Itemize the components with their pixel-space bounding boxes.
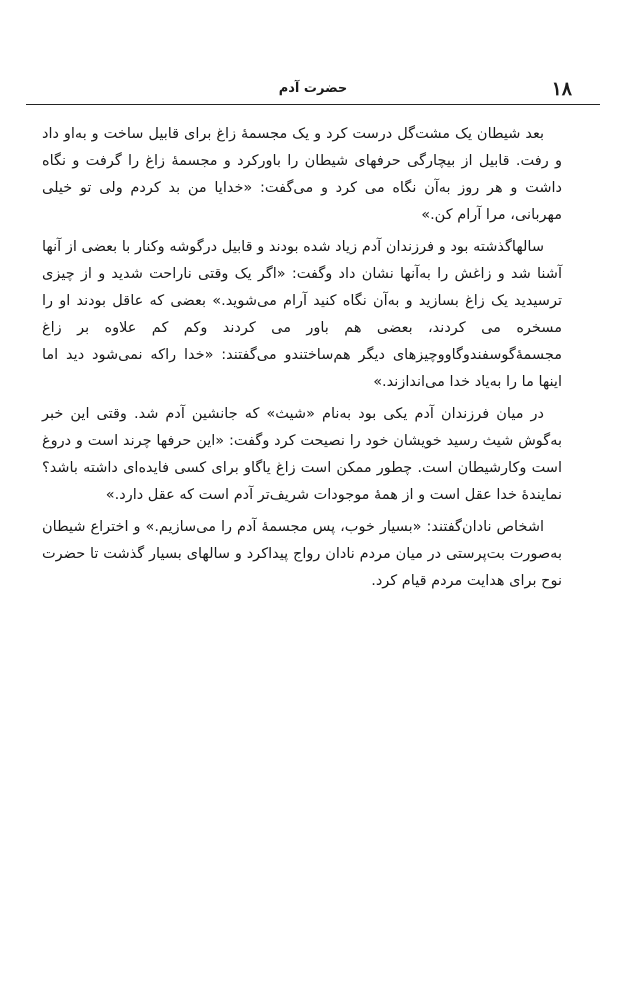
running-title: حضرت آدم xyxy=(278,81,348,96)
page-header xyxy=(26,78,600,102)
page-number: ۱۸ xyxy=(551,78,572,100)
paragraph-2: سالها‌گذشته بود و فرزندان آدم زیاد شده بودند و قابیل درگوشه وکنار با بعضی از آنها آشنا شد و زاغش را به‌آنها نشان داد وگفت: «اگر یک وقتی ناراحت شدید و از چیزی ترسیدید یک زاغ بسازید و به‌آن نگاه کنید آرام می‌شوید.» بعضی که عاقل بودند او را مسخره می کردند، بعضی هم باور می کردند وکم کم علاوه بر زاغ مجسمهٔ‌گوسفندوگاووچیزهای دیگر هم‌ساختندو می‌گفتند: «خدا راکه نمی‌شود دید اما اینها ما را به‌یاد خدا می‌اندازند.» xyxy=(42,239,562,390)
paragraph-1: بعد شیطان یک مشت‌گل درست کرد و یک مجسمهٔ زاغ برای قابیل ساخت و به‌او داد و رفت. قابیل از بیچارگی حرفهای شیطان را باورکرد و مجسمهٔ زاغ را گرفت و نگاه داشت و هر روز به‌آن نگاه می کرد و می‌گفت: «خدایا من بد کردم ولی تو خیلی مهربانی، مرا آرام کن.» xyxy=(42,126,562,223)
header-divider xyxy=(26,104,600,105)
paragraph-3: در میان فرزندان آدم یکی بود به‌نام «شیث» که جانشین آدم شد. وقتی این خبر به‌گوش شیث رسید خویشان خود را نصیحت کرد وگفت: «این حرفها چرند است و دروغ است وکارشیطان است. چطور ممکن است زاغ یاگاو برای کسی فایده‌ای داشته باشد؟ نمایندهٔ خدا عقل است و از همهٔ موجودات شریف‌تر آدم است که عقل دارد.» xyxy=(42,406,562,503)
paragraph-4: اشخاص نادان‌گفتند: «بسیار خوب، پس مجسمهٔ آدم را می‌سازیم.» و اختراع شیطان به‌صورت بت‌پرستی در میان مردم نادان رواج پیداکرد و سالهای بسیار گذشت تا حضرت نوح برای هدایت مردم قیام کرد. xyxy=(42,519,562,589)
body-text xyxy=(42,121,562,600)
